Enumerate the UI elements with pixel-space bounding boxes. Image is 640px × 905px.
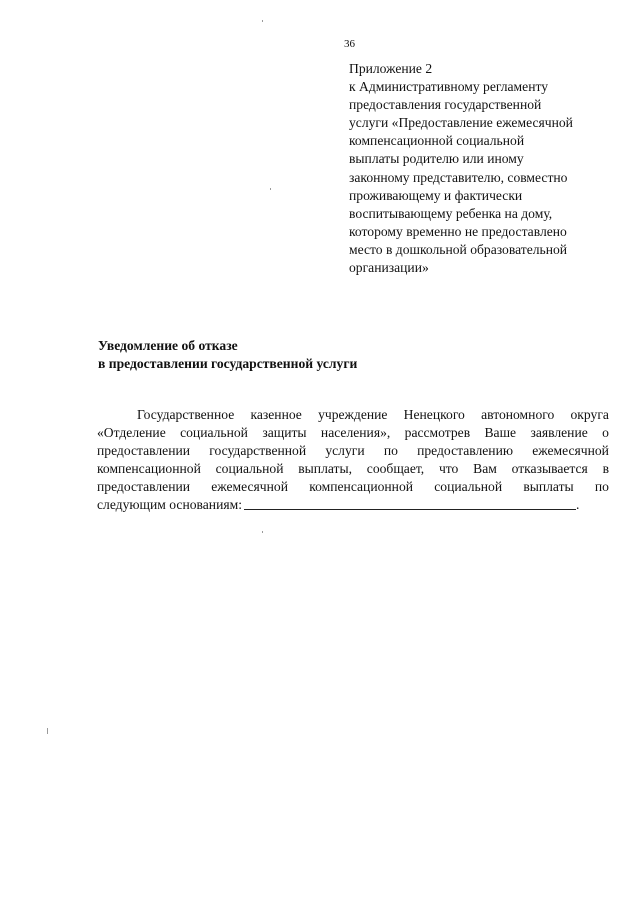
- word: социальной: [180, 425, 248, 441]
- body-line: [97, 406, 609, 424]
- word: автономного: [481, 407, 555, 422]
- body-line: [97, 460, 609, 478]
- word: ежемесячной: [532, 443, 609, 459]
- grounds-label: следующим основаниям:: [97, 497, 242, 513]
- word: Ненецкого: [403, 407, 465, 422]
- word: выплаты: [523, 479, 574, 495]
- appendix-line: компенсационной социальной: [349, 133, 525, 149]
- word: компенсационной: [309, 479, 414, 495]
- scan-speck: [270, 188, 271, 190]
- appendix-line: законному представителю, совместно: [349, 169, 568, 185]
- word: ежемесячной: [211, 479, 288, 495]
- word: что: [438, 461, 459, 477]
- word: населения»,: [320, 425, 391, 441]
- word: по: [383, 443, 398, 459]
- word: округа: [570, 407, 609, 422]
- word: казенное: [250, 407, 302, 422]
- appendix-line: место в дошкольной образовательной: [349, 241, 568, 257]
- body-line-last: [97, 496, 609, 514]
- word: социальной: [215, 461, 284, 477]
- word: предоставлении: [97, 443, 191, 459]
- appendix-line: организации»: [349, 260, 429, 276]
- page-number: 36: [344, 38, 355, 50]
- word: выплаты,: [298, 461, 353, 477]
- word: в: [602, 461, 609, 477]
- notice-title-line: Уведомление об отказе: [98, 338, 238, 353]
- word: заявление: [530, 425, 588, 441]
- notice-body: [97, 406, 609, 515]
- word: предоставлении: [97, 479, 191, 495]
- appendix-line: воспитывающему ребенка на дому,: [349, 205, 553, 221]
- scan-speck: [262, 20, 263, 22]
- word: о: [602, 425, 609, 441]
- appendix-line: предоставления государственной: [349, 97, 542, 113]
- body-line: [97, 442, 609, 460]
- notice-title: [98, 337, 357, 373]
- appendix-header: [349, 60, 611, 277]
- appendix-line: проживающему и фактически: [349, 187, 523, 203]
- appendix-line: которому временно не предоставлено: [349, 223, 567, 239]
- appendix-line: выплаты родителю или иному: [349, 151, 524, 167]
- word: социальной: [434, 479, 503, 495]
- word: рассмотрев: [404, 425, 471, 441]
- word: государственной: [209, 443, 307, 459]
- word: «Отделение: [97, 425, 166, 441]
- body-line: [97, 424, 609, 442]
- body-line: [97, 478, 609, 496]
- word: Государственное: [137, 407, 235, 422]
- word: учреждение: [318, 407, 388, 422]
- appendix-line: Приложение 2: [349, 61, 433, 76]
- appendix-line: к Административному регламенту: [349, 79, 549, 95]
- scan-speck: [262, 531, 263, 533]
- word: Ваше: [484, 425, 517, 441]
- word: защиты: [262, 425, 307, 441]
- word: Вам: [473, 461, 497, 477]
- word: услуги: [325, 443, 365, 459]
- grounds-blank-line: [244, 496, 576, 510]
- appendix-line: услуги «Предоставление ежемесячной: [349, 115, 573, 131]
- word: отказывается: [511, 461, 588, 477]
- word: по: [594, 479, 609, 495]
- notice-title-line: в предоставлении государственной услуги: [98, 356, 358, 371]
- word: компенсационной: [97, 461, 201, 477]
- word: сообщает,: [366, 461, 425, 477]
- scan-speck: [47, 728, 48, 734]
- word: предоставлению: [417, 443, 514, 459]
- sentence-end: .: [575, 497, 580, 513]
